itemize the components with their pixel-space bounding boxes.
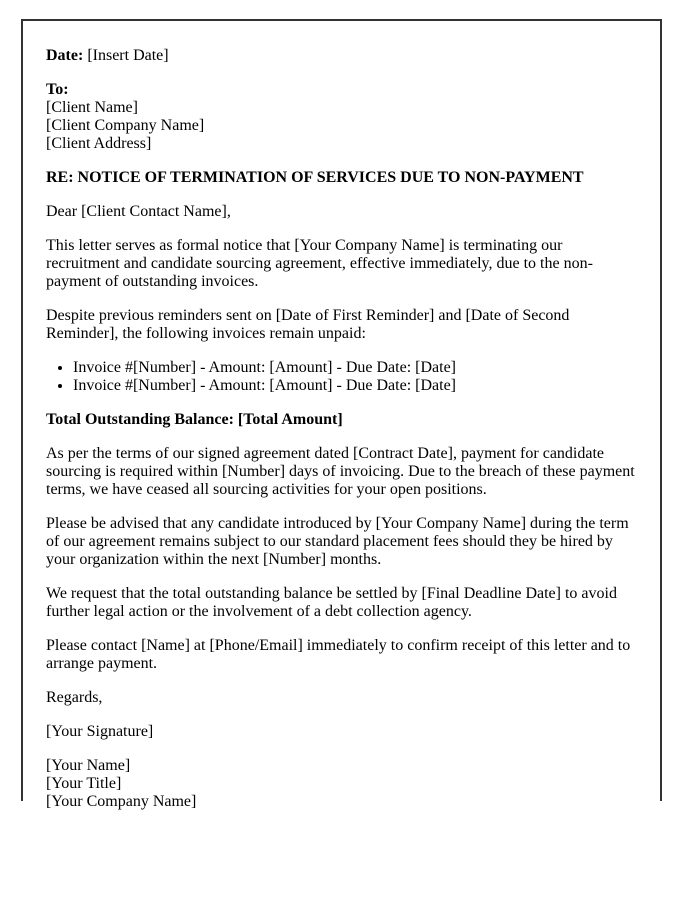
signature-placeholder: [Your Signature] [46,723,154,740]
invoice-item: • Invoice #[Number] - Amount: [Amount] - Due Date: [Date] [73,359,636,377]
invoice-item: • Invoice #[Number] - Amount: [Amount] - Due Date: [Date] [73,377,636,395]
date-value: [Insert Date] [87,47,169,64]
paragraph-reminders: Despite previous reminders sent on [Date of First Reminder] and [Date of Second Reminder], the following invoices remain unpaid: [46,307,570,342]
letter-page [21,19,662,810]
recipient-company: [Client Company Name] [46,117,205,134]
invoice-list [46,359,636,395]
salutation: Dear [Client Contact Name], [46,203,231,220]
to-label: To: [46,81,69,98]
date-line [46,47,636,65]
sender-title: [Your Title] [46,775,122,792]
sender-company: [Your Company Name] [46,793,197,810]
closing: Regards, [46,689,103,706]
paragraph-intro: This letter serves as formal notice that [Your Company Name] is terminating our recruitment and candidate sourcing agreement, effective immediately, due to the non-payment of outstanding invoices. [46,237,593,290]
paragraph-terms: As per the terms of our signed agreement dated [Contract Date], payment for candidate sourcing is required within [Number] days of invoicing. Due to the breach of these payment terms, we have ceased all sourcing activities for your open positions. [46,445,635,498]
paragraph-placement: Please be advised that any candidate introduced by [Your Company Name] during the term of our agreement remains subject to our standard placement fees should they be hired by your organization within the next [Number] months. [46,515,629,568]
paragraph-contact: Please contact [Name] at [Phone/Email] immediately to confirm receipt of this letter and to arrange payment. [46,637,631,672]
sender-name: [Your Name] [46,757,131,774]
recipient-name: [Client Name] [46,99,138,116]
recipient-block [46,81,636,153]
recipient-address: [Client Address] [46,135,152,152]
paragraph-deadline: We request that the total outstanding balance be settled by [Final Deadline Date] to avoid further legal action or the involvement of a debt collection agency. [46,585,617,620]
signature-block [46,757,636,811]
total-balance-line: Total Outstanding Balance: [Total Amount] [46,411,343,428]
date-label: Date: [46,47,84,64]
subject-line: RE: NOTICE OF TERMINATION OF SERVICES DUE TO NON-PAYMENT [46,169,584,186]
